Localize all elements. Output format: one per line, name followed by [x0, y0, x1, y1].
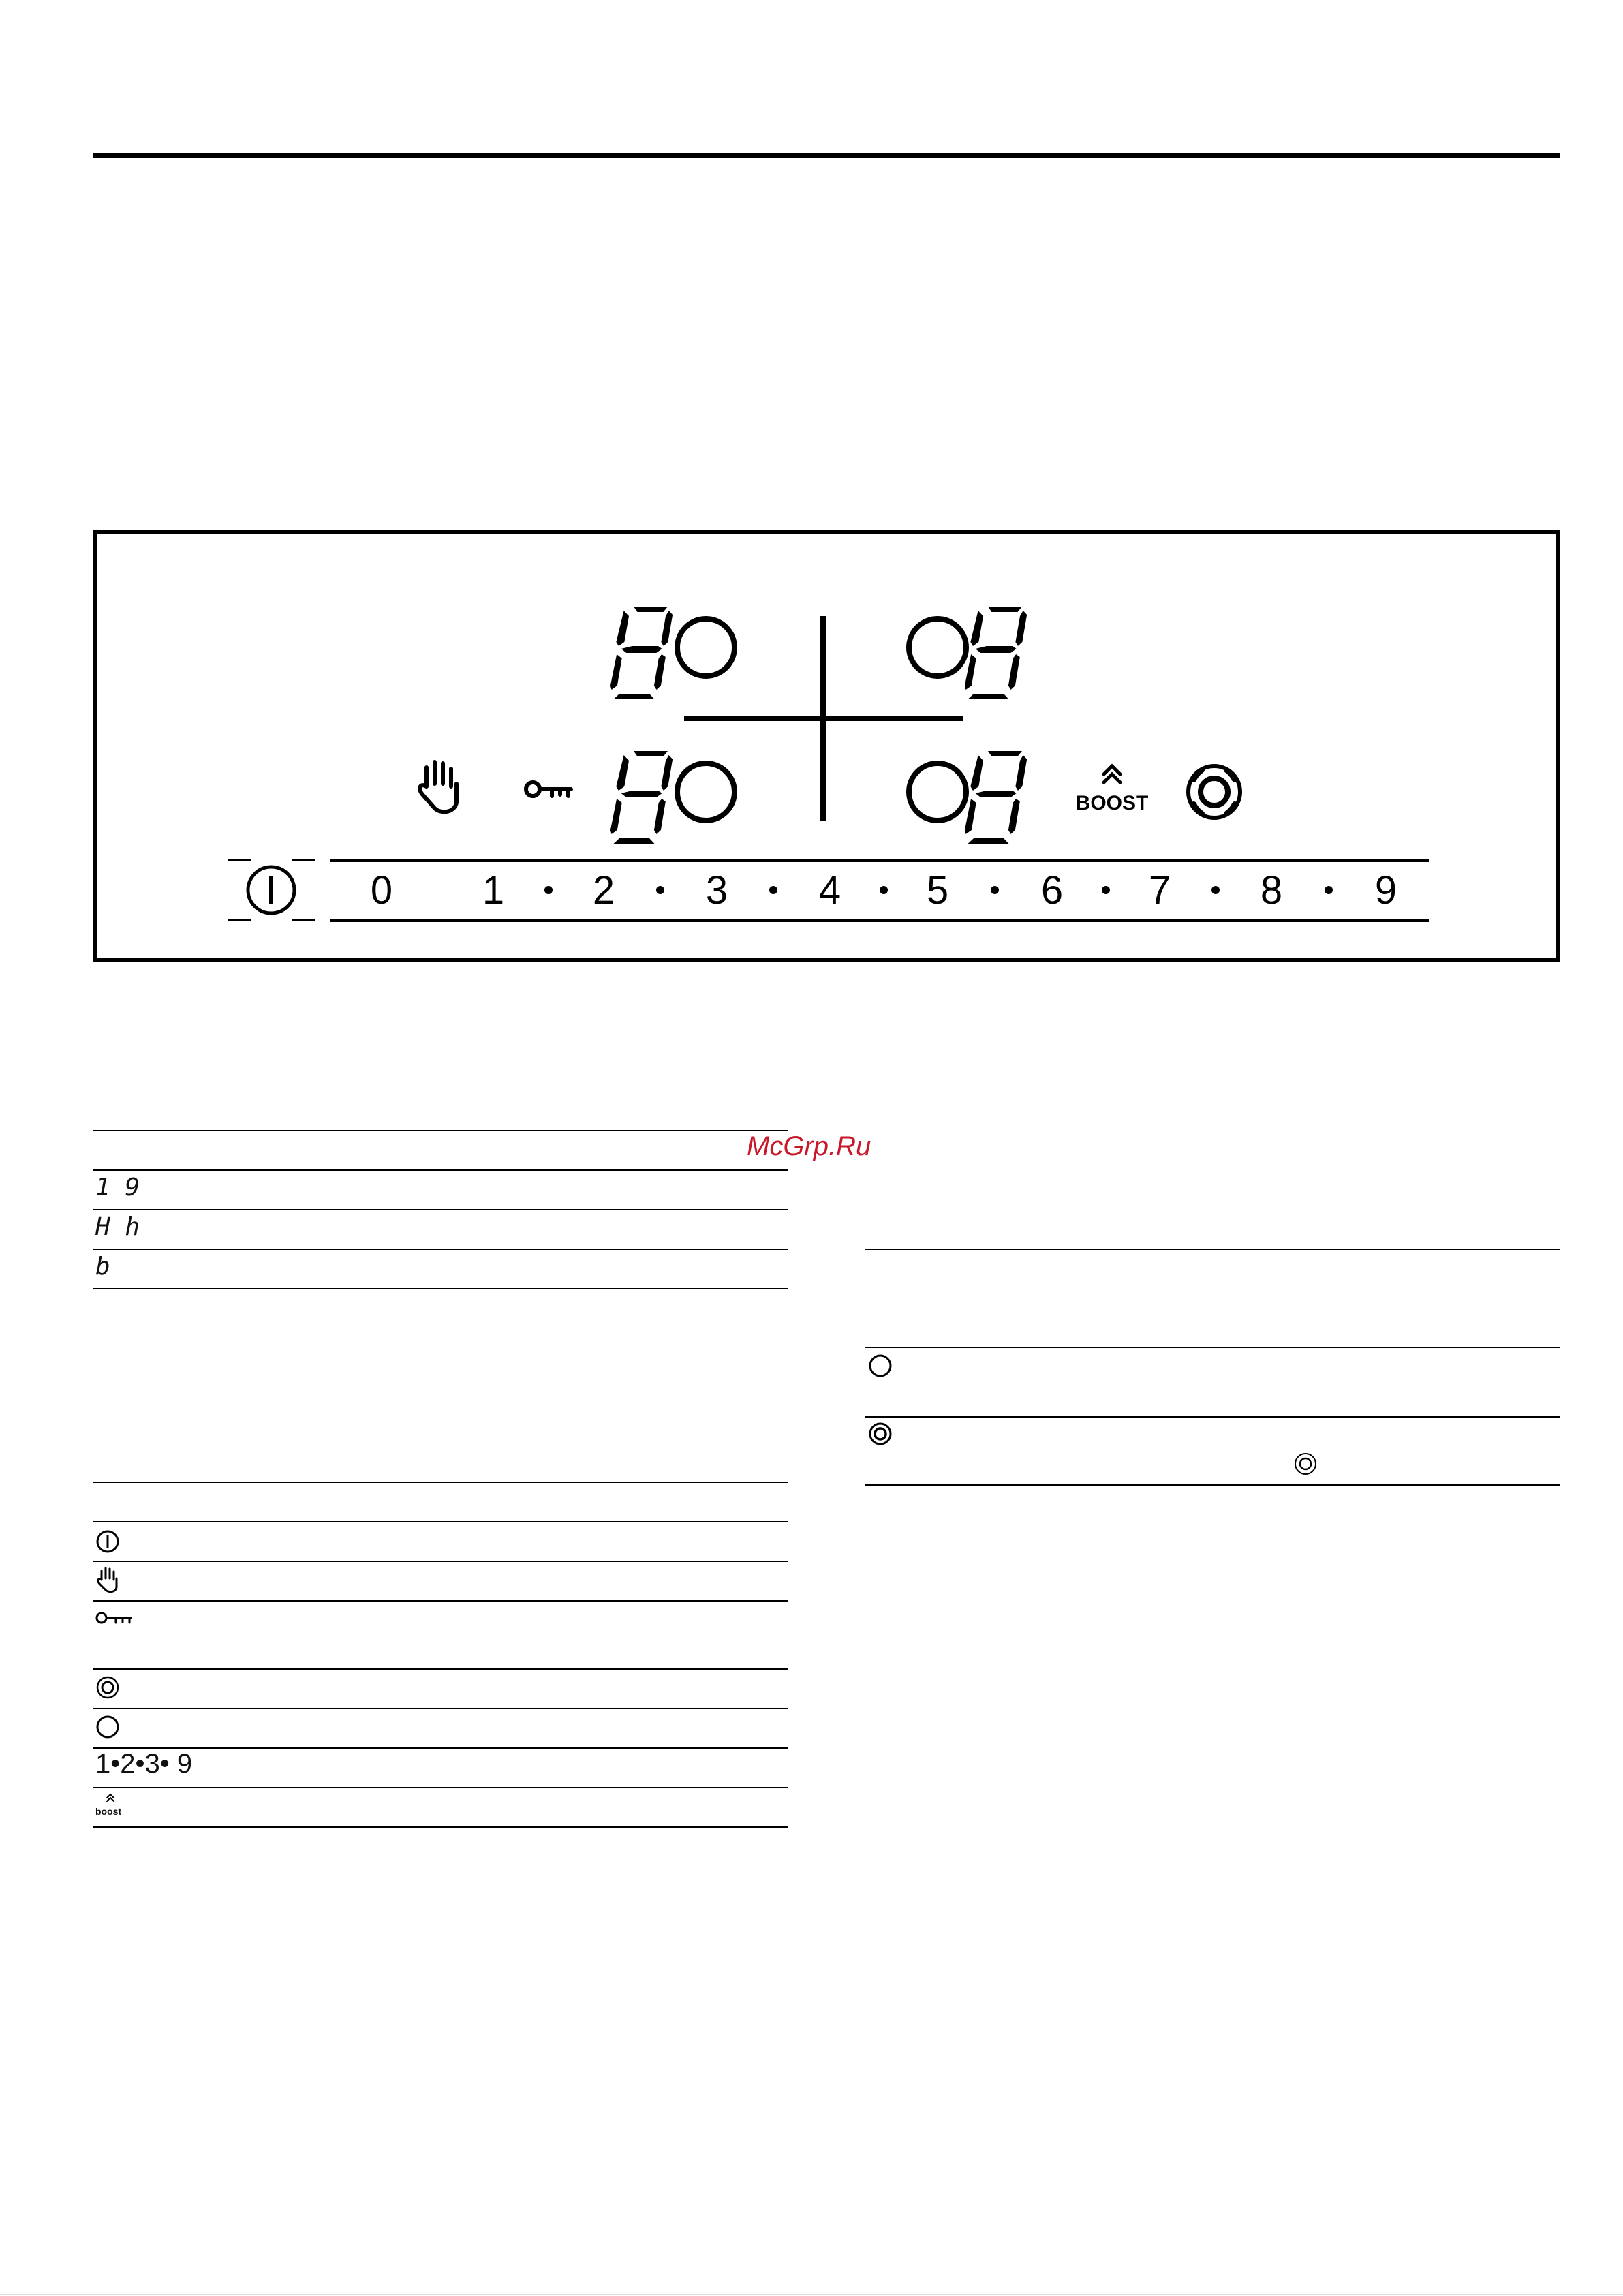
table-rule — [93, 1209, 788, 1210]
table-rule — [93, 1169, 788, 1171]
zone-display-bottom-left — [609, 751, 673, 844]
boost-label: BOOST — [1075, 792, 1149, 814]
zone-display-top-left — [609, 607, 673, 699]
dual-zone-icon — [95, 1675, 123, 1702]
cross-horizontal-line — [684, 716, 963, 721]
scale-top-rail — [330, 859, 1429, 862]
table-rule — [93, 1787, 788, 1788]
dual-zone-icon[interactable] — [1188, 766, 1240, 818]
dual-zone-icon — [868, 1422, 895, 1452]
control-panel — [93, 530, 1560, 962]
table-rule — [865, 1249, 1560, 1250]
zone-ring-icon — [95, 1715, 123, 1742]
scale-level-3[interactable]: 3 — [705, 868, 728, 913]
scale-separator-dot — [1325, 886, 1333, 894]
hand-icon[interactable] — [420, 762, 457, 812]
table-rule — [865, 1347, 1560, 1348]
scale-level-1[interactable]: 1 — [482, 868, 505, 913]
boost-icon[interactable] — [1076, 766, 1149, 814]
scale-separator-dot — [1102, 886, 1110, 894]
control-panel-svg — [97, 534, 1564, 966]
scale-bottom-rail — [330, 919, 1429, 922]
zone-display-top-right — [963, 607, 1027, 699]
scale-separator-dot — [544, 886, 553, 894]
hand-icon — [95, 1566, 123, 1593]
display-symbol-residual-heat: H h — [95, 1213, 140, 1241]
scale-level-2[interactable]: 2 — [592, 868, 615, 913]
display-symbol-levels: 1 9 — [95, 1174, 140, 1201]
scale-separator-dot — [991, 886, 999, 894]
scale-icon: 1•2•3• 9 — [95, 1749, 193, 1779]
power-icon — [95, 1529, 123, 1557]
scale-separator-dot — [656, 886, 664, 894]
power-bracket — [228, 919, 251, 921]
scale-level-7[interactable]: 7 — [1148, 868, 1171, 913]
table-rule — [93, 1826, 788, 1828]
table-rule — [93, 1668, 788, 1670]
power-bracket — [292, 859, 315, 861]
scale-separator-dot — [769, 886, 777, 894]
power-icon-bar — [269, 876, 273, 904]
zone-ring-icon — [909, 763, 966, 821]
watermark: McGrp.Ru — [747, 1131, 871, 1161]
table-rule — [93, 1747, 788, 1749]
power-level-scale[interactable] — [371, 868, 1397, 913]
power-bracket — [292, 919, 315, 921]
table-rule — [93, 1288, 788, 1289]
scale-level-0[interactable]: 0 — [370, 868, 393, 913]
key-icon — [95, 1610, 134, 1630]
table-rule — [865, 1416, 1560, 1418]
display-symbol-boost: b — [95, 1253, 110, 1281]
table-rule — [93, 1561, 788, 1562]
scale-level-4[interactable]: 4 — [818, 868, 841, 913]
zone-ring-icon — [677, 763, 735, 821]
power-bracket — [228, 859, 251, 861]
scale-level-6[interactable]: 6 — [1040, 868, 1064, 913]
table-rule — [93, 1249, 788, 1250]
top-rule — [93, 153, 1560, 158]
table-rule — [93, 1482, 788, 1483]
page-bottom-edge — [0, 2294, 1623, 2295]
scale-level-9[interactable]: 9 — [1374, 868, 1397, 913]
zone-ring-icon — [677, 619, 735, 676]
table-rule — [93, 1521, 788, 1522]
zone-display-bottom-right — [963, 751, 1027, 844]
table-rule — [93, 1130, 788, 1131]
boost-small-label: boost — [95, 1806, 122, 1817]
scale-level-5[interactable]: 5 — [926, 868, 949, 913]
table-rule — [93, 1600, 788, 1602]
key-icon[interactable] — [526, 782, 571, 796]
scale-separator-dot — [880, 886, 888, 894]
dual-zone-icon — [1293, 1452, 1320, 1482]
table-rule — [865, 1484, 1560, 1486]
scale-separator-dot — [1211, 886, 1220, 894]
table-rule — [93, 1708, 788, 1709]
zone-ring-icon — [909, 619, 966, 676]
scale-level-8[interactable]: 8 — [1260, 868, 1283, 913]
power-button[interactable] — [228, 859, 315, 921]
zone-ring-icon — [868, 1353, 895, 1384]
